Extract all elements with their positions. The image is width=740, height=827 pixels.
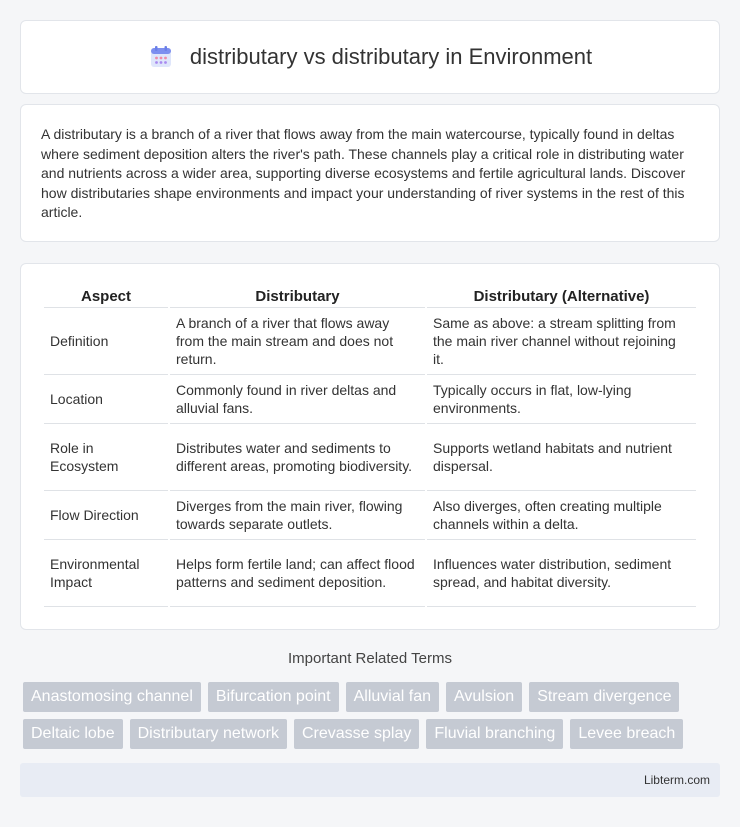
- column-header-alternative: Distributary (Alternative): [427, 282, 696, 308]
- cell-distributary: Distributes water and sediments to different areas, promoting biodiversity.: [170, 424, 425, 491]
- tag-row: [23, 682, 723, 712]
- calendar-icon: [148, 44, 174, 70]
- cell-aspect: Location: [44, 375, 168, 424]
- table-row: [44, 308, 696, 375]
- cell-distributary: Helps form fertile land; can affect flood patterns and sediment deposition.: [170, 540, 425, 607]
- table-row: [44, 424, 696, 491]
- intro-card: [20, 104, 720, 242]
- tag-alluvial-fan[interactable]: Alluvial fan: [346, 682, 439, 712]
- table-header-row: [44, 282, 696, 308]
- cell-distributary: Diverges from the main river, flowing towards separate outlets.: [170, 491, 425, 540]
- tag-fluvial-branching[interactable]: Fluvial branching: [426, 719, 563, 749]
- cell-aspect: Flow Direction: [44, 491, 168, 540]
- cell-aspect: Environmental Impact: [44, 540, 168, 607]
- tag-bifurcation-point[interactable]: Bifurcation point: [208, 682, 339, 712]
- cell-alternative: Influences water distribution, sediment spread, and habitat diversity.: [427, 540, 696, 607]
- tag-levee-breach[interactable]: Levee breach: [570, 719, 683, 749]
- cell-alternative: Typically occurs in flat, low-lying environments.: [427, 375, 696, 424]
- comparison-table-card: [20, 263, 720, 630]
- tag-crevasse-splay[interactable]: Crevasse splay: [294, 719, 419, 749]
- cell-distributary: Commonly found in river deltas and alluvial fans.: [170, 375, 425, 424]
- related-terms-title: Important Related Terms: [288, 650, 452, 667]
- page-title: distributary vs distributary in Environment: [189, 44, 593, 69]
- tag-avulsion[interactable]: Avulsion: [446, 682, 522, 712]
- tag-row: [23, 719, 723, 749]
- footer: [20, 763, 720, 797]
- tag-deltaic-lobe[interactable]: Deltaic lobe: [23, 719, 123, 749]
- cell-distributary: A branch of a river that flows away from the main stream and does not return.: [170, 308, 425, 375]
- column-header-distributary: Distributary: [170, 282, 425, 308]
- cell-alternative: Also diverges, often creating multiple channels within a delta.: [427, 491, 696, 540]
- tag-distributary-network[interactable]: Distributary network: [130, 719, 287, 749]
- column-header-aspect: Aspect: [44, 282, 168, 308]
- table-row: [44, 375, 696, 424]
- comparison-table: [42, 282, 698, 607]
- intro-text: A distributary is a branch of a river that flows away from the main watercourse, typically found in deltas where sediment deposition alters the river's path. These channels play a critical role in distributing water and nutrients across a wider area, supporting diverse ecosystems and fertile agricultural lands. Discover how distributaries shape environments and impact your understanding of river systems in the rest of this article.: [41, 126, 686, 220]
- cell-alternative: Same as above: a stream splitting from the main river channel without rejoining it.: [427, 308, 696, 375]
- cell-aspect: Role in Ecosystem: [44, 424, 168, 491]
- related-terms-list: [23, 682, 723, 756]
- cell-aspect: Definition: [44, 308, 168, 375]
- header-card: [20, 20, 720, 94]
- table-row: [44, 491, 696, 540]
- tag-anastomosing-channel[interactable]: Anastomosing channel: [23, 682, 201, 712]
- table-row: [44, 540, 696, 607]
- tag-stream-divergence[interactable]: Stream divergence: [529, 682, 679, 712]
- footer-site-link[interactable]: Libterm.com: [643, 773, 710, 787]
- cell-alternative: Supports wetland habitats and nutrient dispersal.: [427, 424, 696, 491]
